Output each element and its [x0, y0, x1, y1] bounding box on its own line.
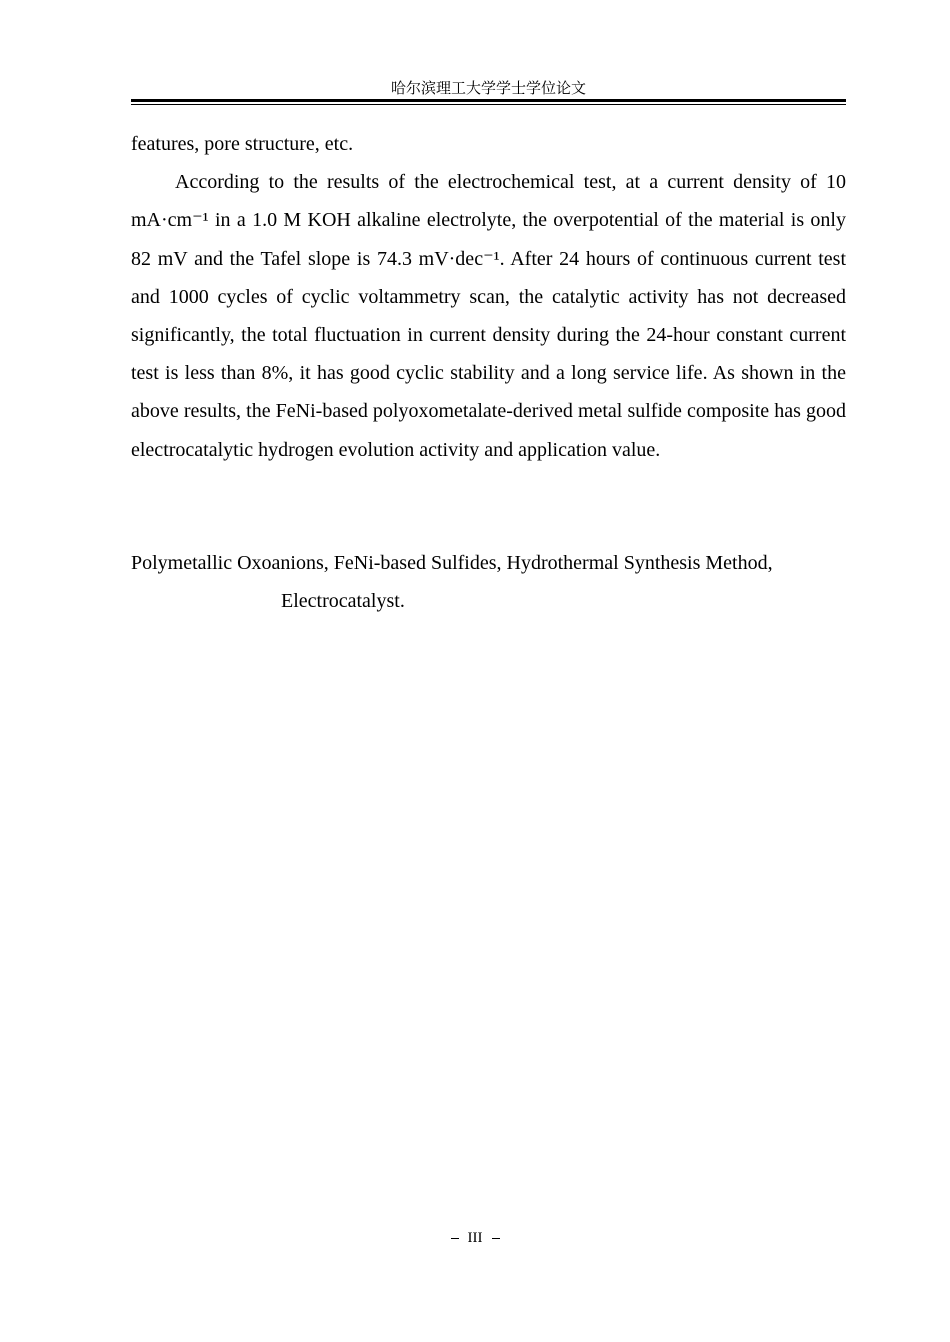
page-footer — [0, 1227, 950, 1249]
abstract-paragraph: According to the results of the electrochemical test, at a current density of 10 mA·cm⁻¹ in a 1.0 M KOH alkaline electrolyte, the overpotential of the material is only 82 mV and the Tafel slope is 74.3 mV·dec⁻¹. After 24 hours of continuous current test and 1000 cycles of cyclic voltammetry scan, the catalytic activity has not decreased significantly, the total fluctuation in current density during the 24-hour constant current test is less than 8%, it has good cyclic stability and a long service life. As shown in the above results, the FeNi-based polyoxometalate-derived metal sulfide composite has good electrocatalytic hydrogen evolution activity and application value. — [131, 171, 846, 461]
keywords-block — [131, 544, 846, 620]
footer-dash-right — [492, 1238, 500, 1240]
abstract-body — [131, 125, 846, 469]
header-rule-thick — [131, 99, 846, 102]
keywords-line-2: Electrocatalyst. — [281, 590, 405, 613]
continuation-text: features, pore structure, etc. — [131, 133, 354, 155]
header-rule-thin — [131, 104, 846, 105]
keywords-line-1: Polymetallic Oxoanions, FeNi-based Sulfides, Hydrothermal Synthesis Method, — [131, 552, 773, 574]
footer-dash-left — [451, 1238, 459, 1240]
page-number: III — [467, 1230, 483, 1246]
running-header: 哈尔滨理工大学学士学位论文 — [390, 79, 586, 97]
